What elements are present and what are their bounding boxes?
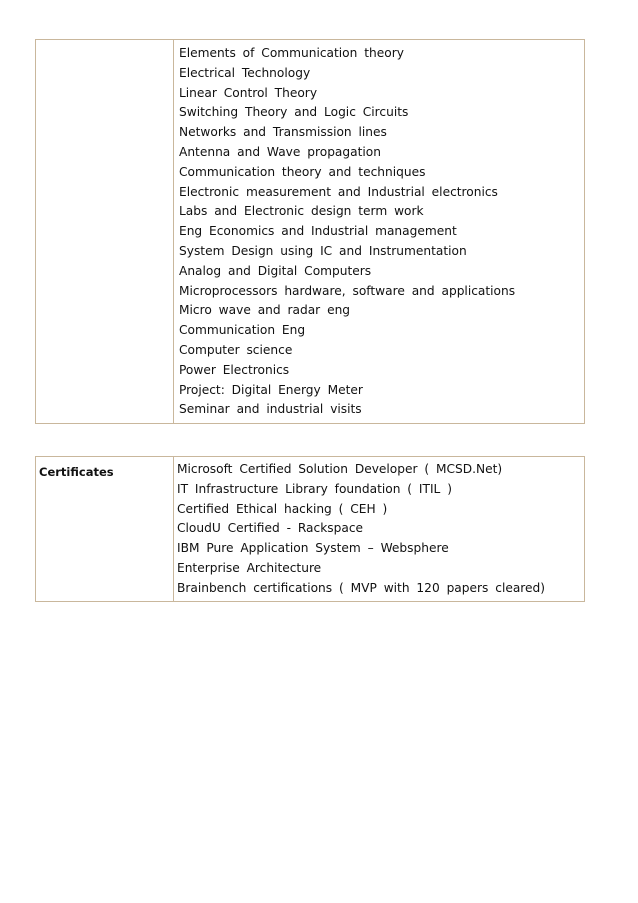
subjects-label-cell xyxy=(36,40,174,423)
certificate-item: Microsoft Certified Solution Developer ( MCSD.Net) xyxy=(177,462,503,476)
subject-item: Antenna and Wave propagation xyxy=(179,144,381,159)
subject-item: Communication theory and techniques xyxy=(179,164,426,179)
subject-item: Microprocessors hardware, software and applications xyxy=(179,283,516,298)
subject-item: Communication Eng xyxy=(179,323,306,338)
subject-item: System Design using IC and Instrumentation xyxy=(179,243,467,258)
certificate-item: IT Infrastructure Library foundation ( ITIL ) xyxy=(177,481,452,496)
subjects-table xyxy=(35,39,585,424)
subject-item: Computer science xyxy=(179,342,293,357)
subject-item: Analog and Digital Computers xyxy=(179,263,372,278)
certificates-list xyxy=(174,457,584,601)
certificate-item: Certified Ethical hacking ( CEH ) xyxy=(177,501,388,516)
subject-item: Project: Digital Energy Meter xyxy=(179,382,363,397)
certificates-table xyxy=(35,456,585,602)
subject-item: Labs and Electronic design term work xyxy=(179,204,424,219)
certificate-item: Enterprise Architecture xyxy=(177,560,322,575)
subject-item: Elements of Communication theory xyxy=(179,46,404,60)
subject-item: Electrical Technology xyxy=(179,65,311,80)
certificate-item: Brainbench certifications ( MVP with 120 papers cleared) xyxy=(177,580,546,595)
certificate-item: CloudU Certified - Rackspace xyxy=(177,521,364,536)
certificate-item: IBM Pure Application System – Websphere xyxy=(177,541,449,556)
subject-item: Electronic measurement and Industrial electronics xyxy=(179,184,498,199)
subject-item: Linear Control Theory xyxy=(179,85,318,100)
subject-item: Micro wave and radar eng xyxy=(179,303,351,318)
subjects-list xyxy=(174,40,584,423)
subject-item: Eng Economics and Industrial management xyxy=(179,224,457,239)
subject-item: Power Electronics xyxy=(179,362,290,377)
subject-item: Networks and Transmission lines xyxy=(179,125,387,140)
certificates-label: Certificates xyxy=(36,457,174,601)
subject-item: Switching Theory and Logic Circuits xyxy=(179,105,409,120)
subject-item: Seminar and industrial visits xyxy=(179,402,362,417)
